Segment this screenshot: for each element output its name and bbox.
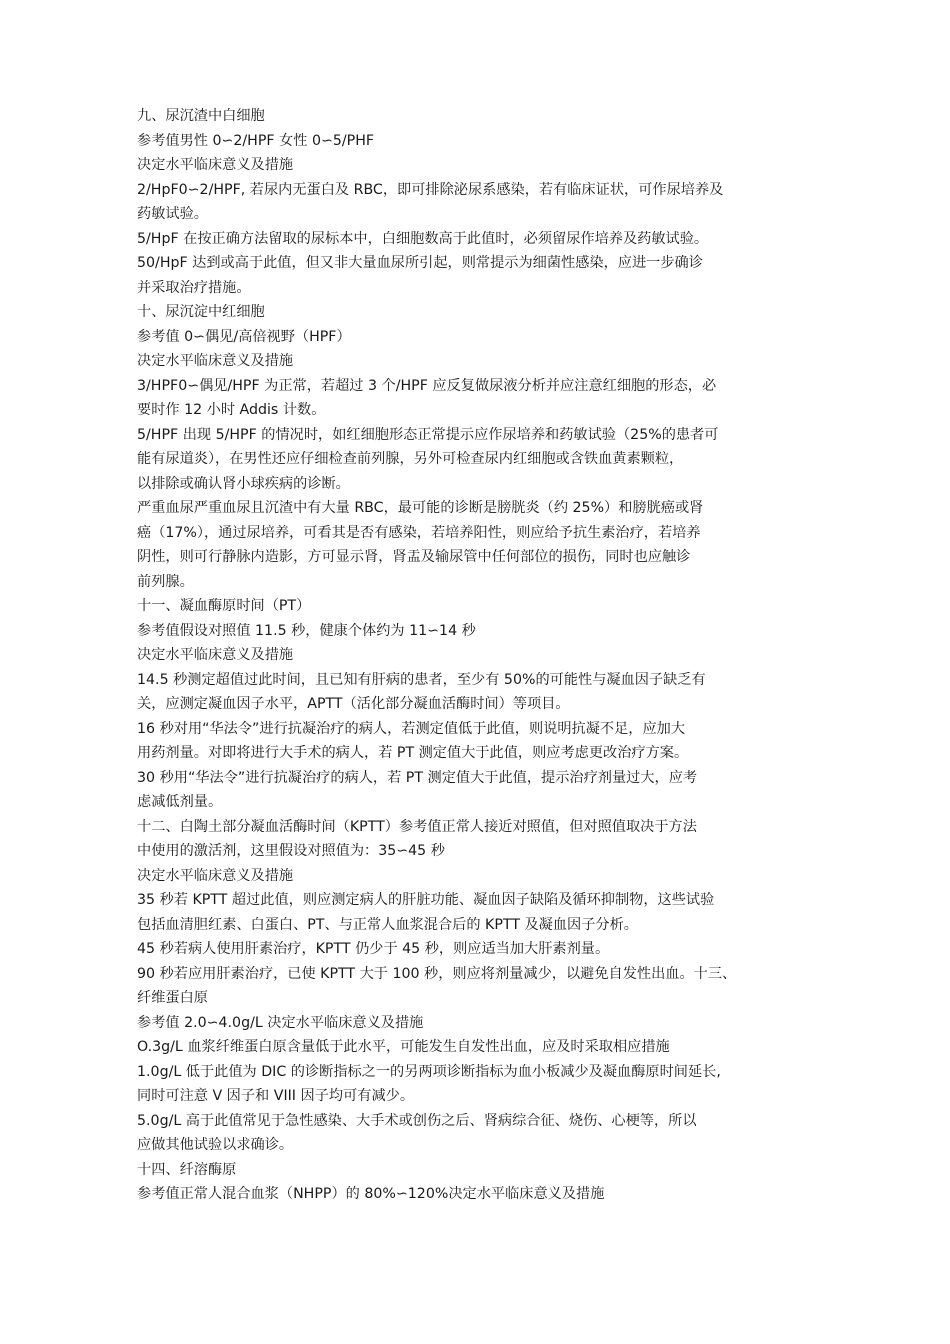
- text-line: 药敏试验。: [137, 206, 208, 222]
- text-line: 3/HPF0∽偶见/HPF 为正常，若超过 3 个/HPF 应反复做尿液分析并应注意红细胞的形态，必: [137, 377, 717, 394]
- text-line: 决定水平临床意义及措施: [137, 157, 294, 173]
- text-line: 14.5 秒测定超值过此时间，且已知有肝病的患者，至少有 50%的可能性与凝血因子缺乏有: [137, 671, 706, 688]
- text-line: 参考值假设对照值 11.5 秒，健康个体约为 11∽14 秒: [137, 622, 476, 639]
- text-line: 16 秒对用“华法令”进行抗凝治疗的病人，若测定值低于此值，则说明抗凝不足，应加大: [137, 720, 686, 737]
- text-line: 十四、纤溶酶原: [137, 1161, 237, 1178]
- text-line: 同时可注意 V 因子和 VIII 因子均可有减少。: [137, 1088, 415, 1104]
- text-line: 严重血尿严重血尿且沉渣中有大量 RBC，最可能的诊断是膀胱炎（约 25%）和膀胱癌或肾: [137, 500, 704, 516]
- text-line: 以排除或确认肾小球疾病的诊断。: [137, 475, 350, 492]
- text-line: 十二、白陶土部分凝血活酶时间（KPTT）参考值正常人接近对照值，但对照值取决于方法: [137, 818, 697, 835]
- text-line: 纤维蛋白原: [137, 990, 208, 1006]
- text-line: 决定水平临床意义及措施: [137, 353, 294, 369]
- text-line: 应做其他试验以求确诊。: [137, 1137, 294, 1153]
- text-line: 35 秒若 KPTT 超过此值，则应测定病人的肝脏功能、凝血因子缺陷及循环抑制物，这些试验: [137, 892, 715, 908]
- text-line: 90 秒若应用肝素治疗，已使 KPTT 大于 100 秒，则应将剂量减少，以避免自发性出血。十三、: [137, 965, 737, 982]
- text-line: 决定水平临床意义及措施: [137, 867, 294, 884]
- text-line: O.3g/L 血浆纤维蛋白原含量低于此水平，可能发生自发性出血，应及时采取相应措施: [137, 1039, 670, 1055]
- text-line: 要时作 12 小时 Addis 计数。: [137, 402, 326, 418]
- text-line: 1.0g/L 低于此值为 DIC 的诊断指标之一的另两项诊断指标为血小板减少及凝血酶原时间延长,: [137, 1063, 721, 1080]
- text-line: 5/HPF 出现 5/HPF 的情况时，如红细胞形态正常提示应作尿培养和药敏试验（25%的患者可: [137, 426, 719, 443]
- text-line: 30 秒用“华法令”进行抗凝治疗的病人，若 PT 测定值大于此值，提示治疗剂量过大，应考: [137, 769, 698, 786]
- text-line: 45 秒若病人使用肝素治疗，KPTT 仍少于 45 秒，则应适当加大肝素剂量。: [137, 941, 610, 957]
- text-line: 中使用的激活剂，这里假设对照值为：35∽45 秒: [137, 843, 445, 859]
- text-line: 能有尿道炎），在男性还应仔细检查前列腺，另外可检查尿内红细胞或含铁血黄素颗粒，: [137, 451, 684, 467]
- text-line: 参考值男性 0∽2/HPF 女性 0∽5/PHF: [137, 132, 375, 149]
- text-line: 并采取治疗措施。: [137, 279, 251, 296]
- text-line: 5/HpF 在按正确方法留取的尿标本中，白细胞数高于此值时，必须留尿作培养及药敏试验。: [137, 230, 709, 247]
- text-line: 50/HpF 达到或高于此值，但又非大量血尿所引起，则常提示为细菌性感染，应进一步确诊: [137, 255, 703, 271]
- text-line: 参考值 0∽偶见/高倍视野（HPF）: [137, 328, 351, 345]
- text-line: 阴性，则可行静脉内造影，方可显示肾，肾盂及输尿管中任何部位的损伤，同时也应触诊: [137, 549, 691, 565]
- text-line: 决定水平临床意义及措施: [137, 647, 294, 663]
- text-line: 2/HpF0∽2/HPF, 若尿内无蛋白及 RBC，即可排除泌尿系感染，若有临床证状，可作尿培养及: [137, 181, 724, 198]
- text-line: 包括血清胆红素、白蛋白、PT、与正常人血浆混合后的 KPTT 及凝血因子分析。: [137, 916, 638, 933]
- text-line: 癌（17%），通过尿培养，可看其是否有感染，若培养阳性，则应给予抗生素治疗，若培养: [137, 524, 701, 541]
- text-line: 参考值 2.0∽4.0g/L 决定水平临床意义及措施: [137, 1014, 424, 1031]
- text-line: 5.0g/L 高于此值常见于急性感染、大手术或创伤之后、肾病综合征、烧伤、心梗等，所以: [137, 1112, 697, 1129]
- text-line: 十一、凝血酶原时间（PT）: [137, 598, 311, 614]
- text-line: 九、尿沉渣中白细胞: [137, 108, 265, 124]
- document-body: [137, 104, 827, 1207]
- text-line: 十、尿沉淀中红细胞: [137, 304, 265, 320]
- text-line: 用药剂量。对即将进行大手术的病人，若 PT 测定值大于此值，则应考虑更改治疗方案。: [137, 745, 689, 761]
- text-line: 参考值正常人混合血浆（NHPP）的 80%∽120%决定水平临床意义及措施: [137, 1186, 605, 1202]
- text-line: 虑减低剂量。: [137, 794, 223, 810]
- text-line: 关，应测定凝血因子水平，APTT（活化部分凝血活酶时间）等项目。: [137, 696, 570, 712]
- text-line: 前列腺。: [137, 573, 194, 590]
